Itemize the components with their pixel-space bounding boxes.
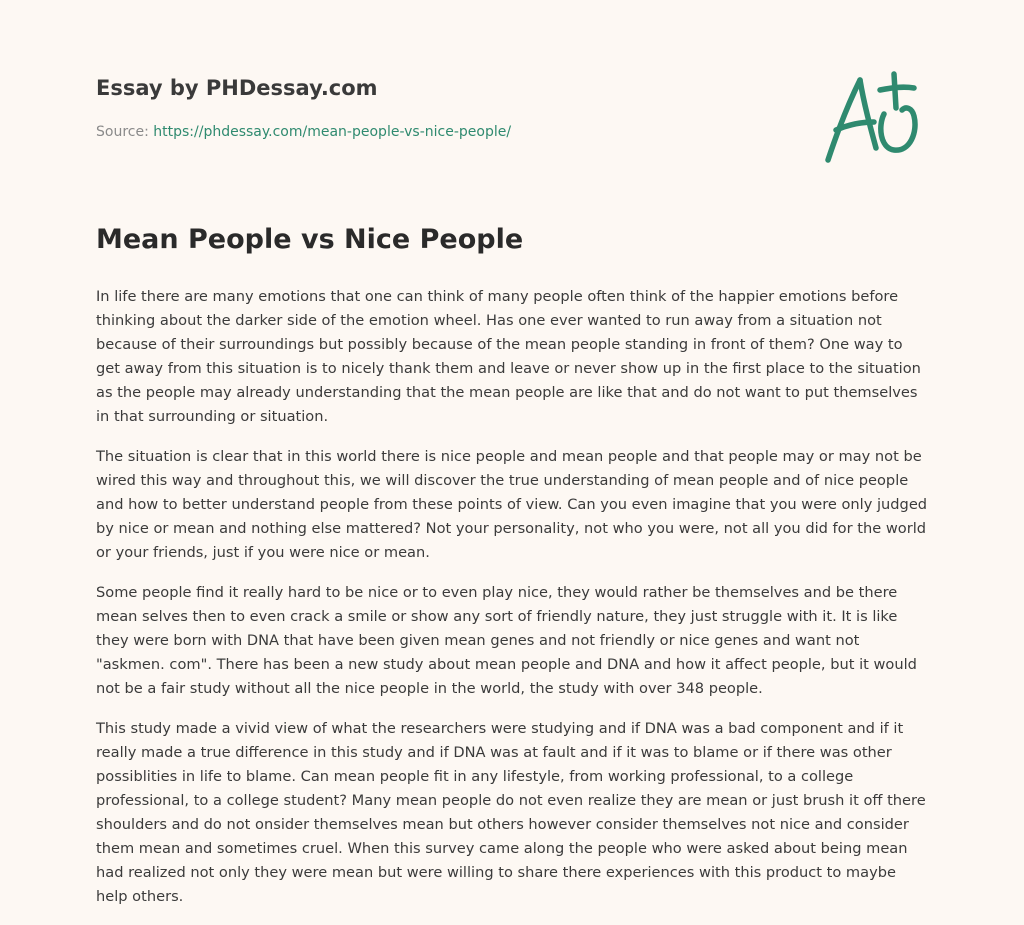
essay-body — [96, 285, 928, 925]
source-link[interactable]: https://phdessay.com/mean-people-vs-nice-people/ — [153, 124, 512, 140]
site-brand: Essay by PHDessay.com — [96, 76, 378, 100]
essay-title: Mean People vs Nice People — [96, 224, 524, 255]
source-label: Source: — [96, 124, 149, 140]
a-plus-logo-icon — [822, 66, 928, 166]
paragraph: Some people find it really hard to be nice or to even play nice, they would rather be themselves and be there mean selves then to even crack a smile or show any sort of friendly nature, they just struggle with it. It is like they were born with DNA that have been given mean genes and not friendly or nice genes and want not "askmen. com". There has been a new study about mean people and DNA and how it affect people, but it would not be a fair study without all the nice people in the world, the study with over 348 people. — [96, 584, 917, 697]
essay-page — [96, 0, 928, 905]
paragraph: In life there are many emotions that one can think of many people often think of the happier emotions before thinking about the darker side of the emotion wheel. Has one ever wanted to run away from a situation not because of their surroundings but possibly because of the mean people standing in front of them? One way to get away from this situation is to nicely thank them and leave or never show up in the first place to the situation as the people may already understanding that the mean people are like that and do not want to put themselves in that surrounding or situation. — [96, 288, 921, 425]
paragraph: The situation is clear that in this world there is nice people and mean people and that people may or may not be wired this way and throughout this, we will discover the true understanding of mean people and of nice people and how to better understand people from these points of view. Can you even imagine that you were only judged by nice or mean and nothing else mattered? Not your personality, not who you were, not all you did for the world or your friends, just if you were nice or mean. — [96, 448, 928, 561]
paragraph: This study made a vivid view of what the researchers were studying and if DNA was a bad component and if it really made a true difference in this study and if DNA was at fault and if it was to blame or if there was other possiblities in life to blame. Can mean people fit in any lifestyle, from working professional, to a college professional, to a college student? Many mean people do not even realize they are mean or just brush it off there shoulders and do not onsider themselves mean but others however consider themselves not nice and consider them mean and sometimes cruel. When this survey came along the people who were asked about being mean had realized not only they were mean but were willing to share there experiences with this product to maybe help others. — [96, 720, 926, 905]
source-line — [96, 124, 511, 140]
page-header — [96, 0, 928, 190]
